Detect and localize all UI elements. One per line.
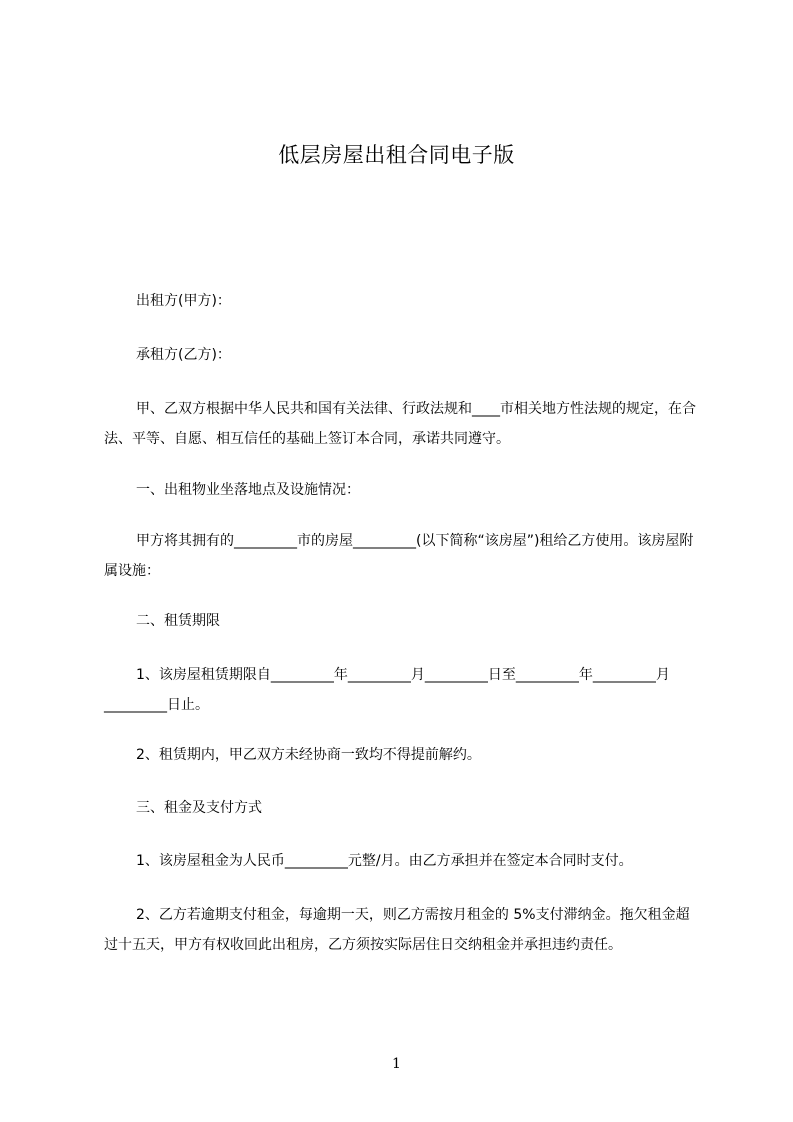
section1-paragraph [104, 526, 701, 586]
lessor-line: 出租方(甲方)： [136, 293, 231, 309]
section1-text: 甲方将其拥有的_________市的房屋_________(以下简称“该房屋”)租给乙方使用。该房屋附属设施： [104, 533, 694, 579]
page-number: 1 [392, 1056, 401, 1072]
section3-item2-text: 2、乙方若逾期支付租金，每逾期一天，则乙方需按月租金的 5%支付滞纳金。拖欠租金超过十五天，甲方有权收回此出租房，乙方须按实际居住日交纳租金并承担违约责任。 [104, 907, 690, 953]
lessee-line: 承租方(乙方)： [136, 347, 231, 363]
section1-heading: 一、出租物业坐落地点及设施情况： [136, 482, 360, 498]
section3-item1: 1、该房屋租金为人民币_________元整/月。由乙方承担并在签定本合同时支付。 [136, 853, 633, 869]
section3-heading: 三、租金及支付方式 [136, 800, 262, 816]
section2-item1-text: 1、该房屋租赁期限自_________年_________月_________日至_________年_________月_________日止。 [104, 667, 670, 713]
preamble-text: 甲、乙双方根据中华人民共和国有关法律、行政法规和____市相关地方性法规的规定，在合法、平等、自愿、相互信任的基础上签订本合同，承诺共同遵守。 [104, 401, 696, 447]
section2-item1-paragraph [104, 660, 701, 720]
preamble-paragraph [104, 394, 701, 454]
document-title: 低层房屋出租合同电子版 [278, 143, 515, 167]
section2-item2: 2、租赁期内，甲乙双方未经协商一致均不得提前解约。 [136, 747, 481, 763]
section2-heading: 二、租赁期限 [136, 613, 220, 629]
section3-item2-paragraph [104, 900, 701, 960]
